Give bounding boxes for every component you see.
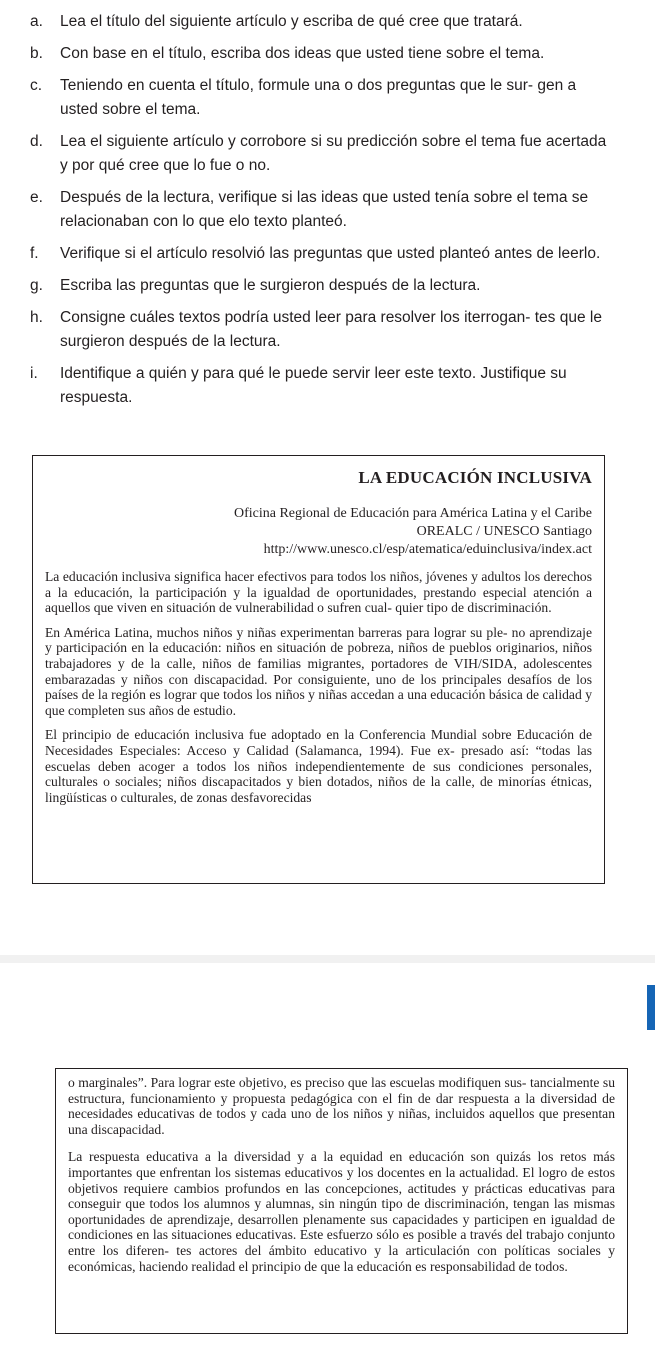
article-paragraph: o marginales”. Para lograr este objetivo, es preciso que las escuelas modifiquen sus- tancialmente su estructura, funcionamiento y propuesta pedagógica con el fin de dar respuesta a la diversidad de necesidades educativas de todos y cada uno de los niños y niñas, incluidos aquellos que presentan una discapacidad.: [68, 1075, 615, 1137]
instruction-text: Identifique a quién y para qué le puede servir leer este texto. Justifique su respuesta.: [60, 365, 567, 406]
source-office: OREALC / UNESCO Santiago: [416, 524, 592, 539]
instruction-item: [30, 42, 610, 66]
instruction-letter: c.: [30, 77, 43, 94]
page-marker: [647, 985, 655, 1030]
instruction-item: [30, 274, 610, 298]
instruction-letter: a.: [30, 13, 43, 30]
instruction-text: Después de la lectura, verifique si las ideas que usted tenía sobre el tema se relacionaban con lo que elo texto planteó.: [60, 189, 589, 230]
article-paragraph: La respuesta educativa a la diversidad y a la equidad en educación son quizás los retos más importantes que enfrentan los sistemas educativos y los docentes en la actualidad. El logro de estos objetivos requiere cambios profundos en las concepciones, actitudes y prácticas educativas para conseguir que todos los alumnos y alumnas, sin ningún tipo de discriminación, tengan las mismas oportunidades de aprendizaje, desarrollen plenamente sus capacidades y participen en igualdad de condiciones en las situaciones educativas. Este esfuerzo sólo es posible a través del trabajo conjunto entre los diferen- tes actores del ámbito educativo y la articulación con políticas sociales y económicas, haciendo realidad el principio de que la educación es responsabilidad de todos.: [68, 1149, 615, 1274]
source-url: http://www.unesco.cl/esp/atematica/eduinclusiva/index.act: [263, 542, 592, 557]
article-continuation-box: [55, 1068, 628, 1334]
instruction-letter: d.: [30, 133, 43, 150]
article-paragraph: En América Latina, muchos niños y niñas experimentan barreras para lograr su ple- no aprendizaje y participación en la educación: niños en situación de pobreza, niños de pueblos originarios, niños trabajadores y de la calle, niños de familias migrantes, portadores de VIH/SIDA, adolescentes embarazadas y niños con discapacidad. Por consiguiente, uno de los principales desafíos de los países de la región es lograr que todos los niños y niñas accedan a una educación básica de calidad y que completen sus años de estudio.: [45, 624, 592, 718]
instruction-item: [30, 306, 610, 354]
article-paragraph: El principio de educación inclusiva fue adoptado en la Conferencia Mundial sobre Educación de Necesidades Especiales: Acceso y Calidad (Salamanca, 1994). Fue ex- presado así: “todas las escuelas deben acoger a todos los niños independientemente de sus condiciones personales, culturales o sociales; niños discapacitados y bien dotados, niños de la calle, de minorías étnicas, lingüísticas o culturales, de zonas desfavorecidas: [45, 727, 592, 805]
instruction-item: [30, 10, 610, 34]
instruction-text: Lea el siguiente artículo y corrobore si su predicción sobre el tema fue acertada y por qué cree que lo fue o no.: [60, 133, 607, 174]
instruction-letter: g.: [30, 277, 43, 294]
instruction-text: Lea el título del siguiente artículo y escriba de qué cree que tratará.: [60, 13, 523, 30]
instruction-item: [30, 130, 610, 178]
source-organization: Oficina Regional de Educación para América Latina y el Caribe: [233, 506, 592, 521]
instruction-text: Verifique si el artículo resolvió las preguntas que usted planteó antes de leerlo.: [60, 245, 601, 262]
instruction-text: Escriba las preguntas que le surgieron después de la lectura.: [60, 277, 481, 294]
instruction-item: [30, 362, 610, 410]
instruction-letter: i.: [30, 365, 38, 382]
instruction-text: Teniendo en cuenta el título, formule una o dos preguntas que le sur- gen a usted sobre el tema.: [60, 77, 577, 118]
page-gap: [0, 955, 655, 963]
instruction-letter: e.: [30, 189, 43, 206]
instruction-letter: h.: [30, 309, 43, 326]
article-source: [45, 505, 592, 559]
article-title: LA EDUCACIÓN INCLUSIVA: [358, 468, 592, 487]
instruction-item: [30, 186, 610, 234]
article-box: [32, 455, 605, 884]
article-paragraph: La educación inclusiva significa hacer efectivos para todos los niños, jóvenes y adultos los derechos a la educación, la participación y la igualdad de oportunidades, prestando especial atención a aquellos que viven en situación de vulnerabilidad o sufren cual- quier tipo de discriminación.: [45, 569, 592, 616]
instruction-text: Con base en el título, escriba dos ideas que usted tiene sobre el tema.: [60, 45, 545, 62]
instruction-item: [30, 242, 610, 266]
instruction-letter: f.: [30, 245, 39, 262]
instruction-list: [30, 10, 610, 418]
instruction-letter: b.: [30, 45, 43, 62]
instruction-text: Consigne cuáles textos podría usted leer para resolver los iterrogan- tes que le surgieron después de la lectura.: [60, 309, 602, 350]
instruction-item: [30, 74, 610, 122]
